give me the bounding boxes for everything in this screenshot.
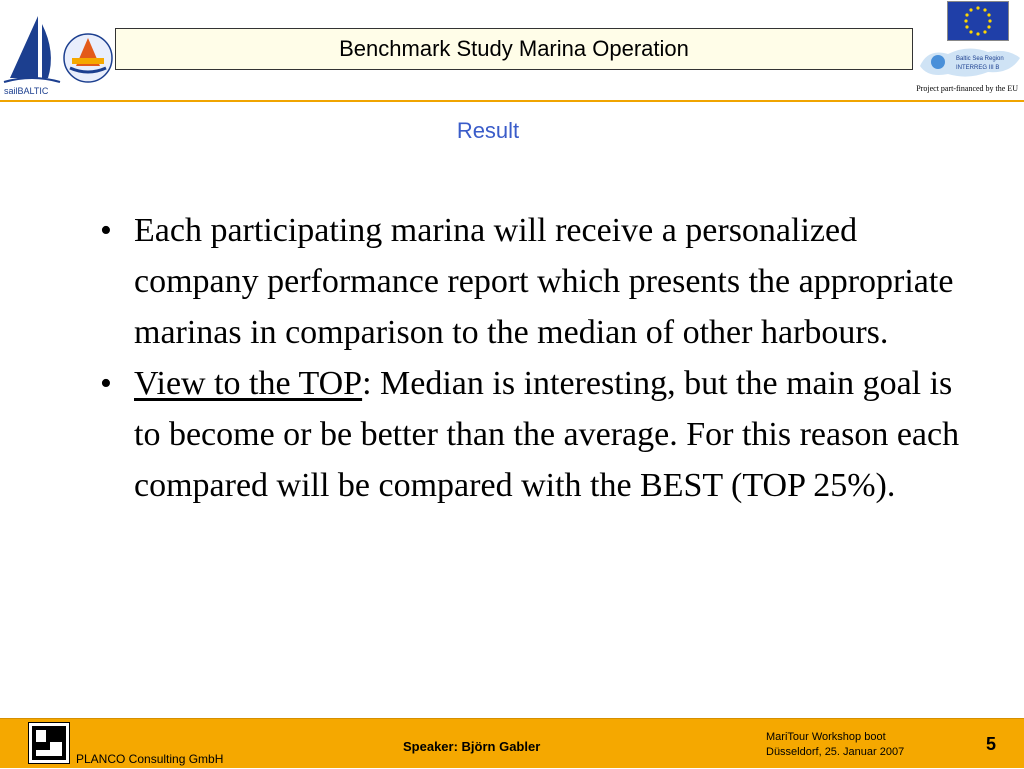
slide-subtitle: Result — [456, 118, 520, 143]
bullet-text: Each participating marina will receive a personalized company performance report which presents the appropriate marinas in comparison to the median of other harbours. — [134, 212, 954, 351]
bullet-body: : Median is interesting, but the main goal is to become or be better than the average. For this reason each compared will be compared with the BEST (TOP 25%). — [134, 365, 960, 504]
sailbaltic-logo — [2, 12, 62, 96]
bullet-marker: • — [100, 365, 112, 402]
maritour-logo — [58, 28, 116, 84]
bullet-lead-underlined: View to the TOP — [134, 365, 363, 402]
bullet-list — [90, 205, 960, 511]
bullet-item — [90, 205, 960, 358]
title-box — [115, 28, 913, 70]
event-line-1: MariTour Workshop boot — [766, 731, 886, 743]
bullet-item — [90, 358, 960, 511]
interreg-line1: Baltic Sea Region — [956, 56, 1004, 62]
eu-funding-note: Project part-financed by the EU — [916, 84, 1018, 93]
planco-logo — [28, 722, 70, 764]
bullet-text — [134, 358, 960, 511]
header-divider — [0, 100, 1024, 102]
eu-flag-icon — [947, 1, 1009, 41]
interreg-logo — [918, 44, 1022, 80]
speaker-label: Speaker: Björn Gabler — [403, 739, 541, 754]
page-number: 5 — [986, 734, 997, 754]
interreg-line2: INTERREG III B — [956, 65, 1000, 71]
company-name: PLANCO Consulting GmbH — [76, 752, 224, 766]
event-line-2: Düsseldorf, 25. Januar 2007 — [766, 746, 905, 758]
sailbaltic-logo-text: sailBALTIC — [4, 86, 49, 96]
presentation-title: Benchmark Study Marina Operation — [339, 36, 689, 61]
bullet-marker: • — [100, 212, 112, 249]
event-info — [766, 730, 904, 760]
